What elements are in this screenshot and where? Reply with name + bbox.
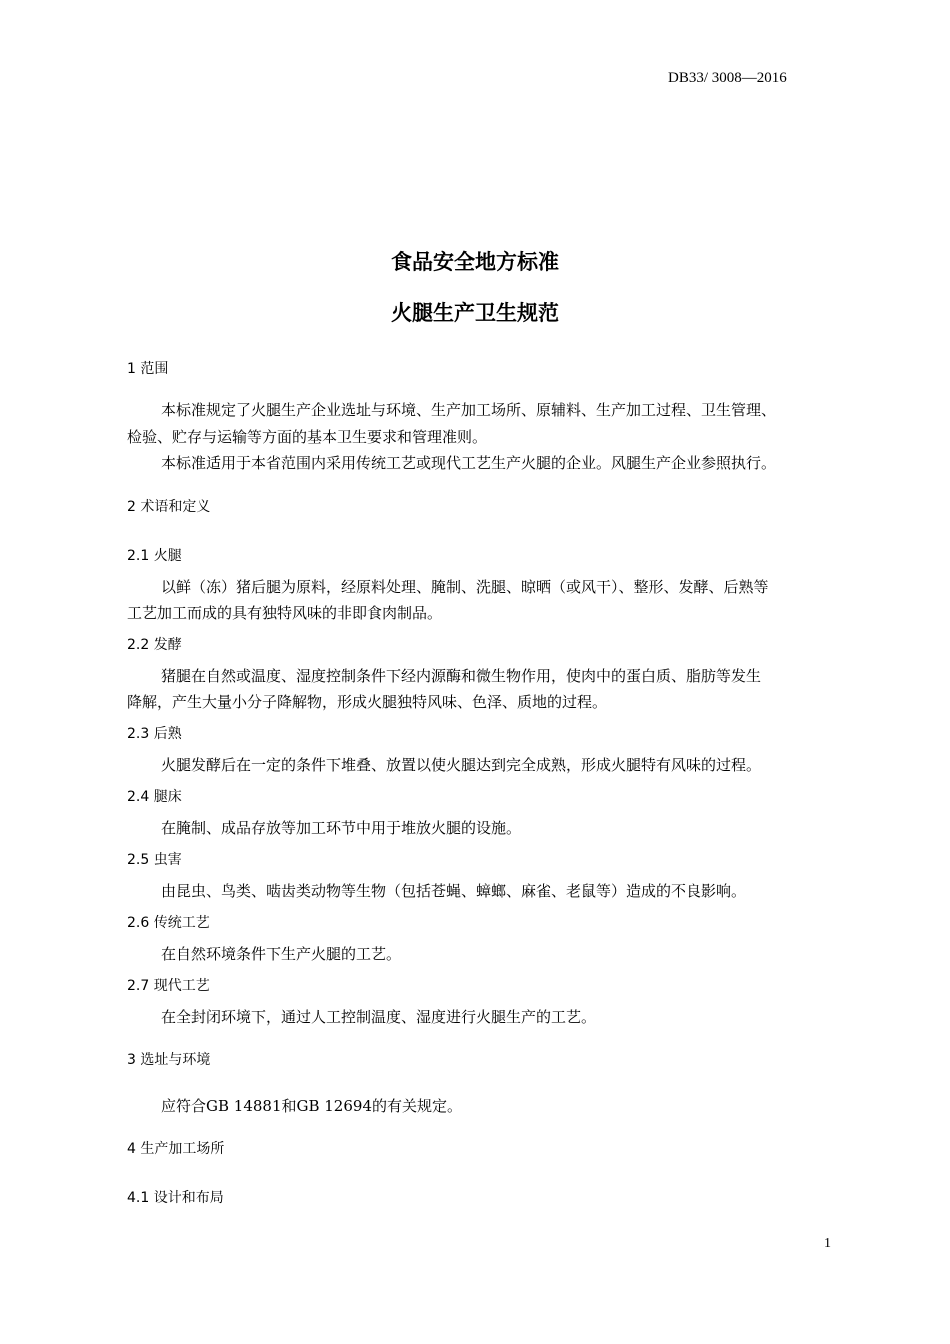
paragraph-line: 在腌制、成品存放等加工环节中用于堆放火腿的设施。 [161, 819, 522, 837]
term-heading-pests: 2.5 虫害 [127, 852, 182, 868]
section-heading-scope: 1 范围 [127, 361, 169, 377]
term-heading-ham-bed: 2.4 腿床 [127, 789, 182, 805]
paragraph-line: 应符合GB 14881和GB 12694的有关规定。 [161, 1097, 462, 1115]
paragraph-line: 由昆虫、鸟类、啮齿类动物等生物（包括苍蝇、蟑螂、麻雀、老鼠等）造成的不良影响。 [161, 882, 747, 900]
term-heading-modern-process: 2.7 现代工艺 [127, 978, 210, 994]
paragraph-line: 在全封闭环境下，通过人工控制温度、湿度进行火腿生产的工艺。 [161, 1008, 597, 1026]
term-heading-fermentation: 2.2 发酵 [127, 637, 182, 653]
term-heading-ham: 2.1 火腿 [127, 548, 182, 564]
term-heading-traditional-process: 2.6 传统工艺 [127, 915, 210, 931]
paragraph-line: 本标准规定了火腿生产企业选址与环境、生产加工场所、原辅料、生产加工过程、卫生管理、 [161, 401, 777, 419]
subsection-heading-design-layout: 4.1 设计和布局 [127, 1190, 224, 1206]
paragraph-line: 检验、贮存与运输等方面的基本卫生要求和管理准则。 [127, 428, 488, 446]
section-heading-premises: 4 生产加工场所 [127, 1141, 225, 1157]
term-heading-post-ripening: 2.3 后熟 [127, 726, 182, 742]
paragraph-line: 本标准适用于本省范围内采用传统工艺或现代工艺生产火腿的企业。风腿生产企业参照执行。 [161, 454, 777, 472]
paragraph-line: 降解，产生大量小分子降解物，形成火腿独特风味、色泽、质地的过程。 [127, 693, 608, 711]
section-heading-terms: 2 术语和定义 [127, 499, 211, 515]
paragraph-line: 猪腿在自然或温度、湿度控制条件下经内源酶和微生物作用，使肉中的蛋白质、脂肪等发生 [161, 667, 762, 685]
paragraph-line: 火腿发酵后在一定的条件下堆叠、放置以使火腿达到完全成熟，形成火腿特有风味的过程。 [161, 756, 762, 774]
document-title-line1: 食品安全地方标准 [391, 250, 559, 274]
document-code: DB33/ 3008—2016 [668, 70, 787, 86]
page-number: 1 [824, 1236, 831, 1251]
paragraph-line: 工艺加工而成的具有独特风味的非即食肉制品。 [127, 604, 443, 622]
paragraph-line: 在自然环境条件下生产火腿的工艺。 [161, 945, 402, 963]
document-title-line2: 火腿生产卫生规范 [391, 301, 559, 325]
section-heading-site: 3 选址与环境 [127, 1052, 211, 1068]
paragraph-line: 以鲜（冻）猪后腿为原料，经原料处理、腌制、洗腿、晾晒（或风干）、整形、发酵、后熟等 [161, 578, 769, 596]
